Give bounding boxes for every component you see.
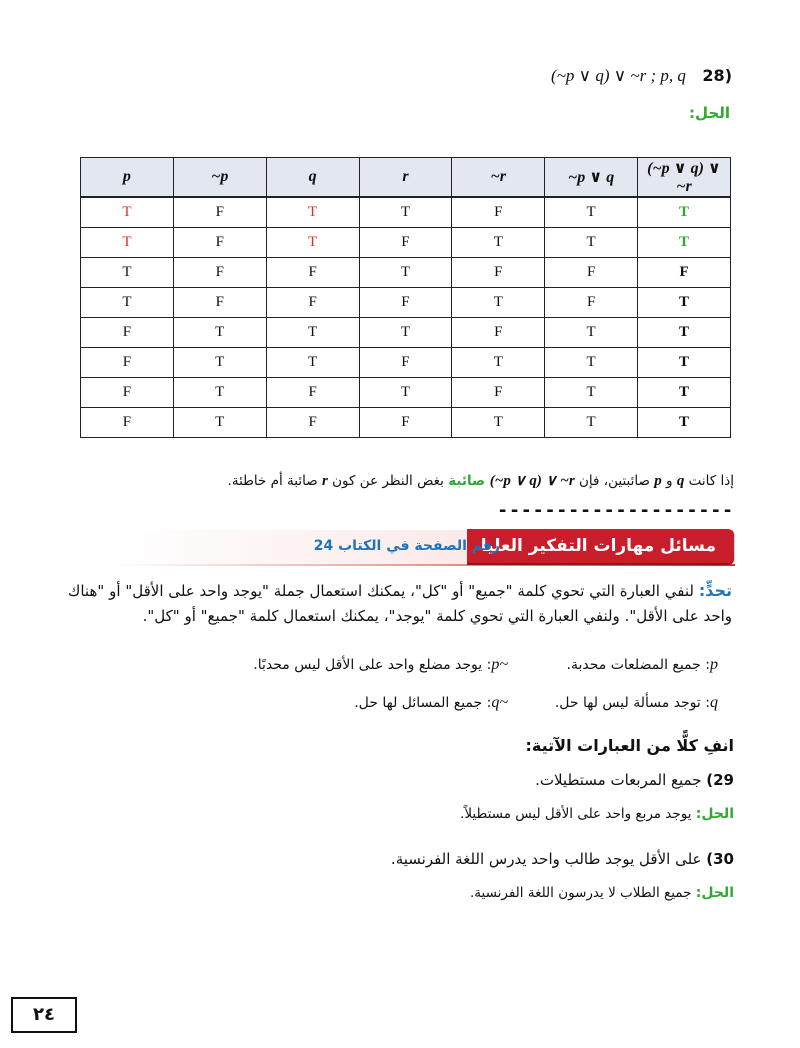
truth-table-header-cell: ~r [452,158,545,198]
truth-table-cell: F [359,288,452,318]
truth-table-cell: F [452,318,545,348]
problem-30-number: 30) [706,850,734,868]
truth-table-header-cell: q [266,158,359,198]
example-not-p-text: : يوجد مضلع واحد على الأقل ليس محدبًا. [253,657,492,673]
truth-table-row [81,228,731,258]
example-q-text: : توجد مسألة ليس لها حل. [554,695,710,711]
solution-label: الحل: [689,104,730,122]
truth-table-cell: T [638,378,731,408]
conclusion-and: و [661,473,677,489]
truth-table-cell: F [545,288,638,318]
truth-table-cell: F [266,288,359,318]
truth-table-cell: F [173,258,266,288]
truth-table-body [81,197,731,438]
truth-table-row [81,258,731,288]
dashed-separator: -------------------- [497,500,734,521]
truth-table-cell: F [452,378,545,408]
truth-table-row [81,288,731,318]
problem-30-text: على الأقل يوجد طالب واحد يدرس اللغة الفرنسية. [390,850,707,868]
truth-table-cell: F [545,258,638,288]
truth-table-cell: F [266,408,359,438]
truth-table-cell: T [81,228,174,258]
truth-table-header-cell: ~p ∨ q [545,158,638,198]
truth-table-cell: T [638,197,731,228]
problem-expression: (~p ∨ q) ∨ ~r ; p, q [551,66,686,85]
truth-table-cell: F [638,258,731,288]
problem-29-text: جميع المربعات مستطيلات. [535,771,707,789]
truth-table-row [81,318,731,348]
conclusion-text-4: صائبة أم خاطئة. [227,473,322,489]
truth-table-cell: T [452,348,545,378]
book-page-reference: رقم الصفحة في الكتاب 24 [313,538,500,554]
truth-table-cell: F [81,408,174,438]
problem-29-solution-text: يوجد مربع واحد على الأقل ليس مستطيلاً. [460,806,696,822]
example-not-p-label: ~p [491,656,508,673]
problem-29-solution-label: الحل: [695,806,734,822]
truth-table-cell: F [359,228,452,258]
truth-table-cell: F [359,348,452,378]
problem-30-solution [470,885,734,901]
truth-table-cell: F [81,318,174,348]
truth-table-cell: T [545,228,638,258]
truth-table-cell: T [452,288,545,318]
var-r: r [321,473,328,489]
truth-table-row [81,378,731,408]
challenge-text: لنفي العبارة التي تحوي كلمة "جميع" أو "كل"، يمكنك استعمال جملة "يوجد واحد على الأقل" أو "هناك واحد على الأقل". ولنفي العبارة التي تحوي كلمة "يوجد"، يمكنك استعمال كلمة "جميع" أو "كل". [68,582,732,625]
section-title: مسائل مهارات التفكير العليا [467,529,734,563]
example-p [567,656,718,674]
example-q [555,694,718,712]
example-not-q-label: ~q [491,694,508,711]
truth-table [80,157,731,438]
truth-table-cell: F [173,228,266,258]
example-not-p [253,656,508,674]
negate-instructions-heading: انفِ كلًّا من العبارات الآتية: [525,736,734,755]
problem-30-solution-label: الحل: [695,885,734,901]
truth-table-cell: T [81,197,174,228]
truth-table-cell: T [545,318,638,348]
truth-table-cell: T [173,318,266,348]
section-banner-underline [115,564,735,566]
problem-30-solution-text: جميع الطلاب لا يدرسون اللغة الفرنسية. [470,885,696,901]
truth-table-row [81,408,731,438]
truth-table-cell: T [173,378,266,408]
conclusion-expression: (~p ∨ q) ∨ ~r [489,473,575,489]
conclusion-text-1: إذا كانت [684,473,734,489]
truth-table-cell: T [81,288,174,318]
truth-table-cell: T [545,378,638,408]
problem-number: (28 [702,66,732,85]
truth-table-row [81,197,731,228]
conclusion-text-2: صائبتين، فإن [574,473,655,489]
truth-table-header-cell: p [81,158,174,198]
truth-table-cell: T [638,348,731,378]
example-p-label: p [710,656,718,673]
challenge-paragraph [68,578,732,629]
truth-table-header-cell: ~p [173,158,266,198]
truth-table-cell: F [452,197,545,228]
truth-table-cell: T [359,258,452,288]
truth-table-cell: T [545,408,638,438]
conclusion-text-3: بغض النظر عن كون [327,473,449,489]
truth-table-cell: T [545,348,638,378]
truth-table-cell: T [452,408,545,438]
truth-table-cell: F [173,197,266,228]
problem-28-header [551,66,732,86]
truth-table-cell: T [545,197,638,228]
truth-table-cell: T [452,228,545,258]
truth-table-cell: T [359,378,452,408]
truth-table-header-row [81,158,731,198]
truth-table-cell: F [452,258,545,288]
truth-table-cell: T [638,228,731,258]
truth-table-cell: T [359,197,452,228]
truth-table-cell: T [266,197,359,228]
truth-table-cell: F [81,378,174,408]
truth-table-cell: T [266,348,359,378]
truth-table-cell: F [173,288,266,318]
problem-29-number: 29) [706,771,734,789]
truth-table-cell: T [266,228,359,258]
truth-table-cell: F [266,378,359,408]
example-not-q-text: : جميع المسائل لها حل. [354,695,492,711]
truth-table-cell: T [638,288,731,318]
truth-table-header-cell: r [359,158,452,198]
truth-table-cell: T [638,318,731,348]
truth-table-cell: F [81,348,174,378]
truth-table-cell: T [359,318,452,348]
example-not-q [354,694,508,712]
var-q: q [676,473,685,489]
conclusion-true-word: صائبة [448,473,490,489]
problem-29 [535,771,734,789]
challenge-label: تحدٍّ: [698,581,732,600]
truth-table-header-cell: (~p ∨ q) ∨ ~r [638,158,731,198]
truth-table-cell: T [81,258,174,288]
truth-table-cell: T [173,408,266,438]
truth-table-cell: F [359,408,452,438]
example-q-label: q [710,694,718,711]
var-p: p [654,473,662,489]
truth-table-row [81,348,731,378]
page-number: ٢٤ [11,997,77,1033]
truth-table-cell: T [638,408,731,438]
truth-table-cell: F [266,258,359,288]
problem-30 [391,850,734,868]
conclusion-statement [228,471,734,490]
truth-table-cell: T [266,318,359,348]
problem-29-solution [460,806,734,822]
truth-table-cell: T [173,348,266,378]
example-p-text: : جميع المضلعات محدبة. [566,657,710,673]
